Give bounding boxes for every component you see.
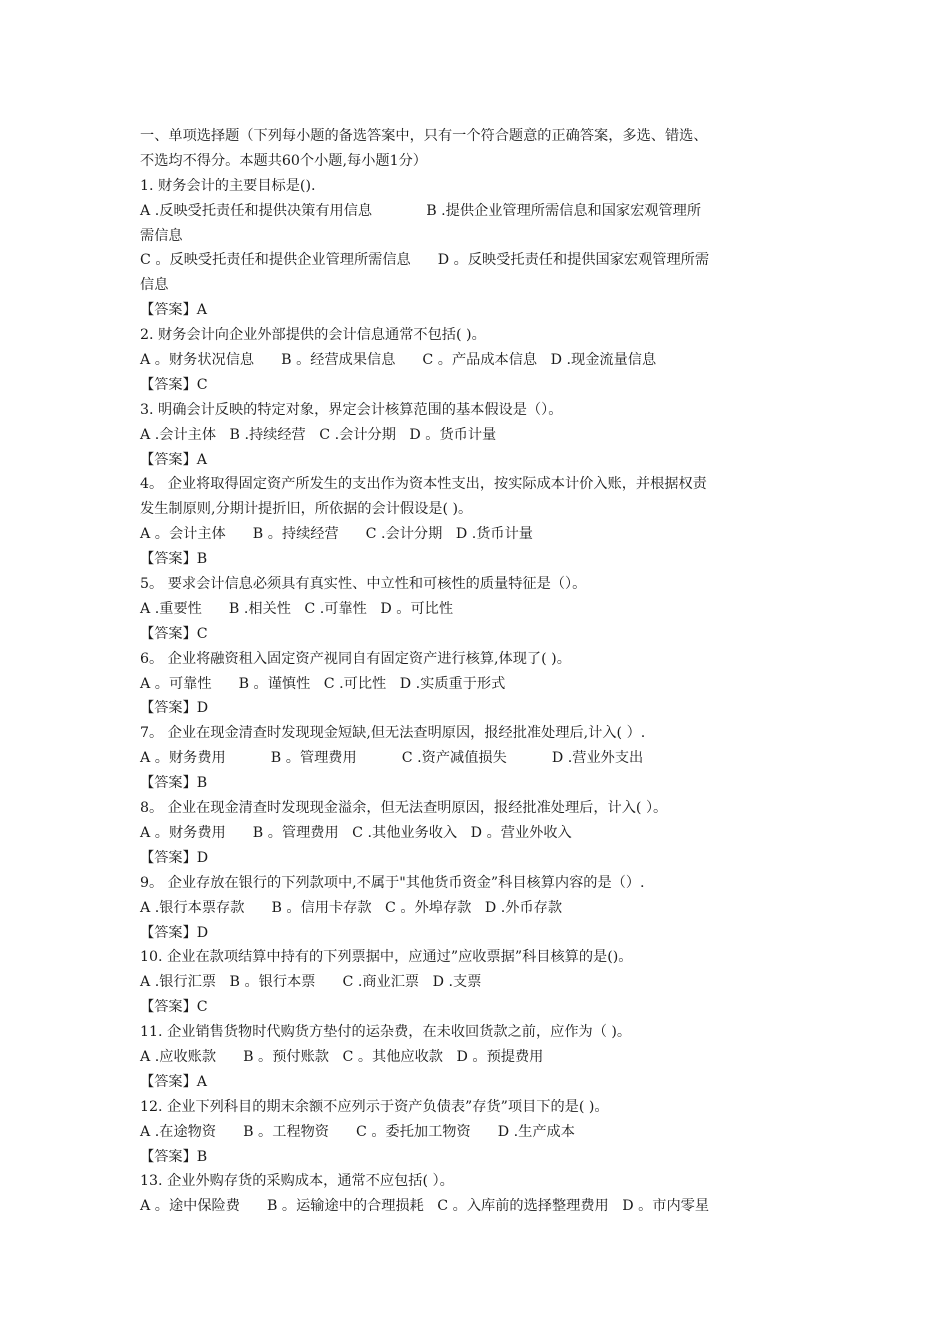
document-line: 8。 企业在现金清查时发现现金溢余，但无法查明原因，报经批准处理后，计入( ）。 bbox=[140, 800, 668, 817]
document-line: 【答案】D bbox=[140, 700, 209, 717]
document-line: 13. 企业外购存货的采购成本，通常不应包括( ）。 bbox=[140, 1173, 454, 1190]
document-line: 2. 财务会计向企业外部提供的会计信息通常不包括( )。 bbox=[140, 327, 486, 344]
document-line: 3. 明确会计反映的特定对象，界定会计核算范围的基本假设是（）。 bbox=[140, 401, 563, 418]
document-line: A 。财务费用 B 。管理费用 C .资产减值损失 D .营业外支出 bbox=[140, 750, 644, 767]
document-line: 【答案】C bbox=[140, 376, 208, 393]
document-line: 【答案】B bbox=[140, 551, 208, 568]
document-line: 信息 bbox=[140, 277, 169, 294]
document-line: 1. 财务会计的主要目标是(). bbox=[140, 177, 316, 194]
document-line: A 。可靠性 B 。谨慎性 C .可比性 D .实质重于形式 bbox=[140, 675, 506, 692]
document-line: 6。 企业将融资租入固定资产视同自有固定资产进行核算,体现了( )。 bbox=[140, 650, 571, 667]
document-line: 10. 企业在款项结算中持有的下列票据中，应通过”应收票据”科目核算的是()。 bbox=[140, 949, 633, 966]
document-line: 9。 企业存放在银行的下列款项中,不属于"其他货币资金”科目核算内容的是（）. bbox=[140, 874, 645, 891]
document-line: A .会计主体 B .持续经营 C .会计分期 D 。货币计量 bbox=[140, 426, 497, 443]
document-line: 【答案】B bbox=[140, 1148, 208, 1165]
document-line: C 。反映受托责任和提供企业管理所需信息 D 。反映受托责任和提供国家宏观管理所需 bbox=[140, 252, 710, 269]
document-line: A 。途中保险费 B 。运输途中的合理损耗 C 。入库前的选择整理费用 D 。市内零星 bbox=[140, 1198, 710, 1215]
document-line: 【答案】B bbox=[140, 775, 208, 792]
exam-document bbox=[140, 124, 820, 1219]
document-line: 【答案】C bbox=[140, 625, 208, 642]
document-line: A .银行本票存款 B 。信用卡存款 C 。外埠存款 D .外币存款 bbox=[140, 899, 563, 916]
document-line: 需信息 bbox=[140, 227, 183, 244]
document-line: 11. 企业销售货物时代购货方垫付的运杂费，在未收回货款之前，应作为（ )。 bbox=[140, 1024, 632, 1041]
document-line: A .重要性 B .相关性 C .可靠性 D 。可比性 bbox=[140, 600, 454, 617]
document-line: A 。会计主体 B 。持续经营 C .会计分期 D .货币计量 bbox=[140, 526, 533, 543]
document-line: A 。财务费用 B 。管理费用 C .其他业务收入 D 。营业外收入 bbox=[140, 824, 572, 841]
document-line: A .反映受托责任和提供决策有用信息 B .提供企业管理所需信息和国家宏观管理所 bbox=[140, 202, 702, 219]
document-line: 【答案】A bbox=[140, 302, 207, 319]
document-line: A .在途物资 B 。工程物资 C 。委托加工物资 D .生产成本 bbox=[140, 1123, 575, 1140]
document-line: A .应收账款 B 。预付账款 C 。其他应收款 D 。预提费用 bbox=[140, 1048, 544, 1065]
document-line: 【答案】C bbox=[140, 999, 208, 1016]
document-line: 7。 企业在现金清查时发现现金短缺,但无法查明原因，报经批准处理后,计入( ）. bbox=[140, 725, 646, 742]
document-line: 12. 企业下列科目的期末余额不应列示于资产负债表”存货”项目下的是( )。 bbox=[140, 1098, 609, 1115]
document-line: 5。 要求会计信息必须具有真实性、中立性和可核性的质量特征是（）。 bbox=[140, 576, 587, 593]
document-line: 【答案】D bbox=[140, 849, 209, 866]
document-line: 【答案】A bbox=[140, 451, 207, 468]
document-line: 【答案】D bbox=[140, 924, 209, 941]
document-line: 不选均不得分。本题共60个小题,每小题1分） bbox=[140, 152, 427, 169]
document-line: A .银行汇票 B 。银行本票 C .商业汇票 D .支票 bbox=[140, 974, 482, 991]
document-line: 【答案】A bbox=[140, 1073, 207, 1090]
document-line: 4。 企业将取得固定资产所发生的支出作为资本性支出，按实际成本计价入账，并根据权责 bbox=[140, 476, 707, 493]
document-line: 一、单项选择题（下列每小题的备选答案中，只有一个符合题意的正确答案，多选、错选、 bbox=[140, 128, 708, 144]
document-line: 发生制原则,分期计提折旧，所依据的会计假设是( )。 bbox=[140, 501, 473, 518]
document-line: A 。财务状况信息 B 。经营成果信息 C 。产品成本信息 D .现金流量信息 bbox=[140, 352, 657, 369]
